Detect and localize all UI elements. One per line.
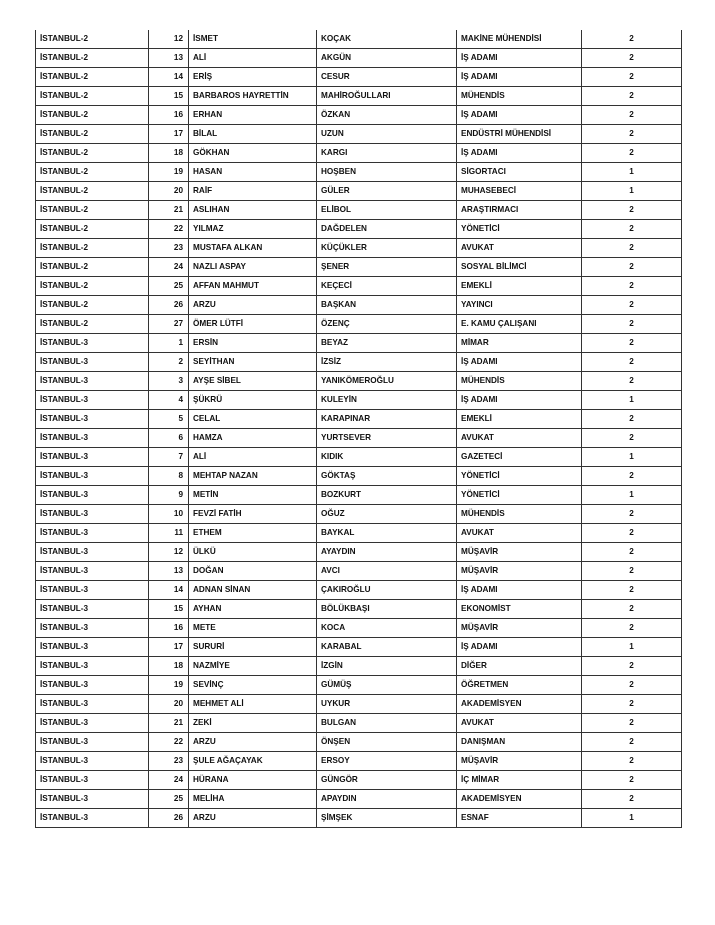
region-cell: İSTANBUL-3 — [36, 657, 149, 676]
last-name-cell: İZGİN — [317, 657, 457, 676]
code-cell: 2 — [582, 106, 682, 125]
first-name-cell: ETHEM — [189, 524, 317, 543]
region-cell: İSTANBUL-2 — [36, 68, 149, 87]
first-name-cell: AFFAN MAHMUT — [189, 277, 317, 296]
table-row — [36, 30, 682, 49]
occupation-cell: YÖNETİCİ — [457, 467, 582, 486]
last-name-cell: KOÇAK — [317, 30, 457, 49]
occupation-cell: İŞ ADAMI — [457, 391, 582, 410]
code-cell: 2 — [582, 467, 682, 486]
table-row — [36, 695, 682, 714]
first-name-cell: ŞULE AĞAÇAYAK — [189, 752, 317, 771]
table-row — [36, 391, 682, 410]
last-name-cell: BEYAZ — [317, 334, 457, 353]
region-cell: İSTANBUL-3 — [36, 429, 149, 448]
order-cell: 22 — [149, 733, 189, 752]
occupation-cell: İŞ ADAMI — [457, 638, 582, 657]
table-row — [36, 486, 682, 505]
first-name-cell: AYHAN — [189, 600, 317, 619]
order-cell: 14 — [149, 581, 189, 600]
occupation-cell: SOSYAL BİLİMCİ — [457, 258, 582, 277]
occupation-cell: MÜHENDİS — [457, 372, 582, 391]
last-name-cell: AYAYDIN — [317, 543, 457, 562]
occupation-cell: İŞ ADAMI — [457, 106, 582, 125]
code-cell: 2 — [582, 771, 682, 790]
last-name-cell: YANIKÖMEROĞLU — [317, 372, 457, 391]
table-row — [36, 201, 682, 220]
order-cell: 16 — [149, 619, 189, 638]
order-cell: 6 — [149, 429, 189, 448]
occupation-cell: İŞ ADAMI — [457, 49, 582, 68]
order-cell: 24 — [149, 771, 189, 790]
occupation-cell: DİĞER — [457, 657, 582, 676]
code-cell: 2 — [582, 410, 682, 429]
table-row — [36, 714, 682, 733]
first-name-cell: ALİ — [189, 49, 317, 68]
first-name-cell: GÖKHAN — [189, 144, 317, 163]
region-cell: İSTANBUL-3 — [36, 467, 149, 486]
code-cell: 1 — [582, 486, 682, 505]
document-page — [35, 30, 681, 828]
last-name-cell: HOŞBEN — [317, 163, 457, 182]
code-cell: 2 — [582, 543, 682, 562]
first-name-cell: MELİHA — [189, 790, 317, 809]
code-cell: 2 — [582, 657, 682, 676]
occupation-cell: AKADEMİSYEN — [457, 790, 582, 809]
order-cell: 19 — [149, 163, 189, 182]
last-name-cell: UZUN — [317, 125, 457, 144]
code-cell: 2 — [582, 372, 682, 391]
last-name-cell: MAHİROĞULLARI — [317, 87, 457, 106]
table-row — [36, 296, 682, 315]
table-row — [36, 809, 682, 828]
occupation-cell: ARAŞTIRMACI — [457, 201, 582, 220]
code-cell: 1 — [582, 163, 682, 182]
occupation-cell: İŞ ADAMI — [457, 353, 582, 372]
last-name-cell: GÜMÜŞ — [317, 676, 457, 695]
order-cell: 18 — [149, 144, 189, 163]
region-cell: İSTANBUL-3 — [36, 372, 149, 391]
last-name-cell: DAĞDELEN — [317, 220, 457, 239]
code-cell: 1 — [582, 182, 682, 201]
table-row — [36, 505, 682, 524]
region-cell: İSTANBUL-3 — [36, 771, 149, 790]
occupation-cell: EMEKLİ — [457, 277, 582, 296]
code-cell: 2 — [582, 68, 682, 87]
occupation-cell: EMEKLİ — [457, 410, 582, 429]
order-cell: 8 — [149, 467, 189, 486]
region-cell: İSTANBUL-2 — [36, 144, 149, 163]
order-cell: 13 — [149, 562, 189, 581]
table-row — [36, 448, 682, 467]
region-cell: İSTANBUL-2 — [36, 201, 149, 220]
code-cell: 2 — [582, 581, 682, 600]
table-row — [36, 49, 682, 68]
code-cell: 2 — [582, 600, 682, 619]
first-name-cell: ASLIHAN — [189, 201, 317, 220]
code-cell: 2 — [582, 353, 682, 372]
last-name-cell: OĞUZ — [317, 505, 457, 524]
region-cell: İSTANBUL-2 — [36, 315, 149, 334]
candidate-table-body — [36, 30, 682, 828]
first-name-cell: ADNAN SİNAN — [189, 581, 317, 600]
code-cell: 2 — [582, 49, 682, 68]
order-cell: 2 — [149, 353, 189, 372]
order-cell: 26 — [149, 296, 189, 315]
last-name-cell: AVCI — [317, 562, 457, 581]
last-name-cell: KULEYİN — [317, 391, 457, 410]
code-cell: 2 — [582, 695, 682, 714]
table-row — [36, 68, 682, 87]
first-name-cell: MUSTAFA ALKAN — [189, 239, 317, 258]
first-name-cell: ARZU — [189, 809, 317, 828]
occupation-cell: MUHASEBECİ — [457, 182, 582, 201]
order-cell: 27 — [149, 315, 189, 334]
last-name-cell: CESUR — [317, 68, 457, 87]
last-name-cell: BULGAN — [317, 714, 457, 733]
region-cell: İSTANBUL-2 — [36, 258, 149, 277]
region-cell: İSTANBUL-3 — [36, 448, 149, 467]
last-name-cell: KARGI — [317, 144, 457, 163]
occupation-cell: AVUKAT — [457, 239, 582, 258]
table-row — [36, 733, 682, 752]
table-row — [36, 657, 682, 676]
occupation-cell: YÖNETİCİ — [457, 220, 582, 239]
table-row — [36, 87, 682, 106]
order-cell: 24 — [149, 258, 189, 277]
region-cell: İSTANBUL-2 — [36, 106, 149, 125]
order-cell: 19 — [149, 676, 189, 695]
region-cell: İSTANBUL-3 — [36, 505, 149, 524]
first-name-cell: HÜRANA — [189, 771, 317, 790]
order-cell: 13 — [149, 49, 189, 68]
first-name-cell: MEHMET ALİ — [189, 695, 317, 714]
first-name-cell: DOĞAN — [189, 562, 317, 581]
first-name-cell: BARBAROS HAYRETTİN — [189, 87, 317, 106]
region-cell: İSTANBUL-3 — [36, 353, 149, 372]
region-cell: İSTANBUL-3 — [36, 809, 149, 828]
first-name-cell: CELAL — [189, 410, 317, 429]
last-name-cell: ERSOY — [317, 752, 457, 771]
occupation-cell: EKONOMİST — [457, 600, 582, 619]
code-cell: 2 — [582, 676, 682, 695]
last-name-cell: KÜÇÜKLER — [317, 239, 457, 258]
order-cell: 12 — [149, 543, 189, 562]
table-row — [36, 619, 682, 638]
table-row — [36, 676, 682, 695]
table-row — [36, 277, 682, 296]
order-cell: 4 — [149, 391, 189, 410]
occupation-cell: AVUKAT — [457, 429, 582, 448]
first-name-cell: ARZU — [189, 733, 317, 752]
table-row — [36, 239, 682, 258]
last-name-cell: ÇAKIROĞLU — [317, 581, 457, 600]
region-cell: İSTANBUL-3 — [36, 391, 149, 410]
last-name-cell: KOCA — [317, 619, 457, 638]
table-row — [36, 771, 682, 790]
order-cell: 25 — [149, 790, 189, 809]
region-cell: İSTANBUL-2 — [36, 49, 149, 68]
code-cell: 2 — [582, 505, 682, 524]
last-name-cell: ÖNŞEN — [317, 733, 457, 752]
table-row — [36, 125, 682, 144]
last-name-cell: UYKUR — [317, 695, 457, 714]
first-name-cell: ERSİN — [189, 334, 317, 353]
last-name-cell: ELİBOL — [317, 201, 457, 220]
order-cell: 3 — [149, 372, 189, 391]
occupation-cell: MÜŞAVİR — [457, 752, 582, 771]
first-name-cell: NAZLI ASPAY — [189, 258, 317, 277]
first-name-cell: NAZMİYE — [189, 657, 317, 676]
code-cell: 2 — [582, 619, 682, 638]
first-name-cell: FEVZİ FATİH — [189, 505, 317, 524]
first-name-cell: YILMAZ — [189, 220, 317, 239]
region-cell: İSTANBUL-3 — [36, 790, 149, 809]
region-cell: İSTANBUL-3 — [36, 562, 149, 581]
region-cell: İSTANBUL-3 — [36, 638, 149, 657]
table-row — [36, 543, 682, 562]
last-name-cell: YURTSEVER — [317, 429, 457, 448]
first-name-cell: ALİ — [189, 448, 317, 467]
order-cell: 23 — [149, 239, 189, 258]
occupation-cell: İŞ ADAMI — [457, 581, 582, 600]
first-name-cell: METE — [189, 619, 317, 638]
code-cell: 2 — [582, 239, 682, 258]
order-cell: 11 — [149, 524, 189, 543]
code-cell: 2 — [582, 296, 682, 315]
code-cell: 2 — [582, 315, 682, 334]
region-cell: İSTANBUL-3 — [36, 334, 149, 353]
last-name-cell: GÖKTAŞ — [317, 467, 457, 486]
table-row — [36, 581, 682, 600]
code-cell: 2 — [582, 429, 682, 448]
last-name-cell: ÖZKAN — [317, 106, 457, 125]
code-cell: 2 — [582, 714, 682, 733]
code-cell: 2 — [582, 277, 682, 296]
region-cell: İSTANBUL-2 — [36, 277, 149, 296]
order-cell: 1 — [149, 334, 189, 353]
order-cell: 10 — [149, 505, 189, 524]
table-row — [36, 163, 682, 182]
occupation-cell: ÖĞRETMEN — [457, 676, 582, 695]
order-cell: 16 — [149, 106, 189, 125]
region-cell: İSTANBUL-3 — [36, 486, 149, 505]
last-name-cell: GÜLER — [317, 182, 457, 201]
order-cell: 15 — [149, 600, 189, 619]
last-name-cell: BOZKURT — [317, 486, 457, 505]
region-cell: İSTANBUL-2 — [36, 182, 149, 201]
order-cell: 15 — [149, 87, 189, 106]
region-cell: İSTANBUL-3 — [36, 543, 149, 562]
first-name-cell: ERİŞ — [189, 68, 317, 87]
occupation-cell: ENDÜSTRİ MÜHENDİSİ — [457, 125, 582, 144]
region-cell: İSTANBUL-2 — [36, 125, 149, 144]
last-name-cell: KARAPINAR — [317, 410, 457, 429]
code-cell: 2 — [582, 125, 682, 144]
last-name-cell: BAŞKAN — [317, 296, 457, 315]
first-name-cell: HASAN — [189, 163, 317, 182]
table-row — [36, 600, 682, 619]
table-row — [36, 562, 682, 581]
region-cell: İSTANBUL-3 — [36, 733, 149, 752]
region-cell: İSTANBUL-3 — [36, 676, 149, 695]
occupation-cell: ESNAF — [457, 809, 582, 828]
code-cell: 1 — [582, 809, 682, 828]
candidate-table — [35, 30, 682, 828]
last-name-cell: GÜNGÖR — [317, 771, 457, 790]
table-row — [36, 752, 682, 771]
last-name-cell: ŞİMŞEK — [317, 809, 457, 828]
order-cell: 20 — [149, 182, 189, 201]
region-cell: İSTANBUL-3 — [36, 524, 149, 543]
occupation-cell: YAYINCI — [457, 296, 582, 315]
occupation-cell: E. KAMU ÇALIŞANI — [457, 315, 582, 334]
last-name-cell: ŞENER — [317, 258, 457, 277]
order-cell: 21 — [149, 714, 189, 733]
region-cell: İSTANBUL-3 — [36, 619, 149, 638]
order-cell: 21 — [149, 201, 189, 220]
last-name-cell: AKGÜN — [317, 49, 457, 68]
code-cell: 2 — [582, 524, 682, 543]
order-cell: 26 — [149, 809, 189, 828]
first-name-cell: İSMET — [189, 30, 317, 49]
code-cell: 1 — [582, 638, 682, 657]
table-row — [36, 638, 682, 657]
occupation-cell: MÜŞAVİR — [457, 543, 582, 562]
occupation-cell: MÜŞAVİR — [457, 562, 582, 581]
table-row — [36, 106, 682, 125]
order-cell: 12 — [149, 30, 189, 49]
occupation-cell: GAZETECİ — [457, 448, 582, 467]
occupation-cell: İÇ MİMAR — [457, 771, 582, 790]
region-cell: İSTANBUL-3 — [36, 410, 149, 429]
code-cell: 2 — [582, 87, 682, 106]
first-name-cell: ÖMER LÜTFİ — [189, 315, 317, 334]
region-cell: İSTANBUL-2 — [36, 87, 149, 106]
first-name-cell: SURURİ — [189, 638, 317, 657]
occupation-cell: İŞ ADAMI — [457, 68, 582, 87]
occupation-cell: YÖNETİCİ — [457, 486, 582, 505]
occupation-cell: MÜŞAVİR — [457, 619, 582, 638]
last-name-cell: APAYDIN — [317, 790, 457, 809]
region-cell: İSTANBUL-3 — [36, 600, 149, 619]
order-cell: 20 — [149, 695, 189, 714]
order-cell: 17 — [149, 638, 189, 657]
first-name-cell: HAMZA — [189, 429, 317, 448]
code-cell: 1 — [582, 391, 682, 410]
table-row — [36, 372, 682, 391]
region-cell: İSTANBUL-3 — [36, 581, 149, 600]
table-row — [36, 429, 682, 448]
first-name-cell: ARZU — [189, 296, 317, 315]
occupation-cell: SİGORTACI — [457, 163, 582, 182]
first-name-cell: ZEKİ — [189, 714, 317, 733]
last-name-cell: ÖZENÇ — [317, 315, 457, 334]
last-name-cell: BAYKAL — [317, 524, 457, 543]
last-name-cell: KIDIK — [317, 448, 457, 467]
first-name-cell: ÜLKÜ — [189, 543, 317, 562]
first-name-cell: MEHTAP NAZAN — [189, 467, 317, 486]
code-cell: 2 — [582, 30, 682, 49]
table-row — [36, 315, 682, 334]
table-row — [36, 334, 682, 353]
table-row — [36, 410, 682, 429]
last-name-cell: BÖLÜKBAŞI — [317, 600, 457, 619]
code-cell: 2 — [582, 334, 682, 353]
region-cell: İSTANBUL-3 — [36, 752, 149, 771]
first-name-cell: ERHAN — [189, 106, 317, 125]
code-cell: 1 — [582, 448, 682, 467]
table-row — [36, 467, 682, 486]
order-cell: 5 — [149, 410, 189, 429]
first-name-cell: BİLAL — [189, 125, 317, 144]
order-cell: 7 — [149, 448, 189, 467]
code-cell: 2 — [582, 258, 682, 277]
table-row — [36, 353, 682, 372]
code-cell: 2 — [582, 733, 682, 752]
table-row — [36, 182, 682, 201]
table-row — [36, 258, 682, 277]
region-cell: İSTANBUL-3 — [36, 695, 149, 714]
order-cell: 18 — [149, 657, 189, 676]
code-cell: 2 — [582, 562, 682, 581]
table-row — [36, 220, 682, 239]
region-cell: İSTANBUL-2 — [36, 220, 149, 239]
occupation-cell: DANIŞMAN — [457, 733, 582, 752]
region-cell: İSTANBUL-2 — [36, 296, 149, 315]
first-name-cell: ŞÜKRÜ — [189, 391, 317, 410]
occupation-cell: AKADEMİSYEN — [457, 695, 582, 714]
occupation-cell: MÜHENDİS — [457, 505, 582, 524]
table-row — [36, 144, 682, 163]
region-cell: İSTANBUL-2 — [36, 239, 149, 258]
region-cell: İSTANBUL-3 — [36, 714, 149, 733]
occupation-cell: MAKİNE MÜHENDİSİ — [457, 30, 582, 49]
order-cell: 9 — [149, 486, 189, 505]
last-name-cell: İZSİZ — [317, 353, 457, 372]
order-cell: 23 — [149, 752, 189, 771]
code-cell: 2 — [582, 201, 682, 220]
first-name-cell: SEVİNÇ — [189, 676, 317, 695]
occupation-cell: MÜHENDİS — [457, 87, 582, 106]
code-cell: 2 — [582, 752, 682, 771]
order-cell: 22 — [149, 220, 189, 239]
region-cell: İSTANBUL-2 — [36, 30, 149, 49]
occupation-cell: AVUKAT — [457, 714, 582, 733]
code-cell: 2 — [582, 220, 682, 239]
first-name-cell: METİN — [189, 486, 317, 505]
code-cell: 2 — [582, 144, 682, 163]
order-cell: 14 — [149, 68, 189, 87]
order-cell: 17 — [149, 125, 189, 144]
first-name-cell: RAİF — [189, 182, 317, 201]
occupation-cell: MİMAR — [457, 334, 582, 353]
first-name-cell: AYŞE SİBEL — [189, 372, 317, 391]
region-cell: İSTANBUL-2 — [36, 163, 149, 182]
order-cell: 25 — [149, 277, 189, 296]
table-row — [36, 524, 682, 543]
last-name-cell: KEÇECİ — [317, 277, 457, 296]
first-name-cell: SEYİTHAN — [189, 353, 317, 372]
code-cell: 2 — [582, 790, 682, 809]
occupation-cell: İŞ ADAMI — [457, 144, 582, 163]
last-name-cell: KARABAL — [317, 638, 457, 657]
table-row — [36, 790, 682, 809]
occupation-cell: AVUKAT — [457, 524, 582, 543]
